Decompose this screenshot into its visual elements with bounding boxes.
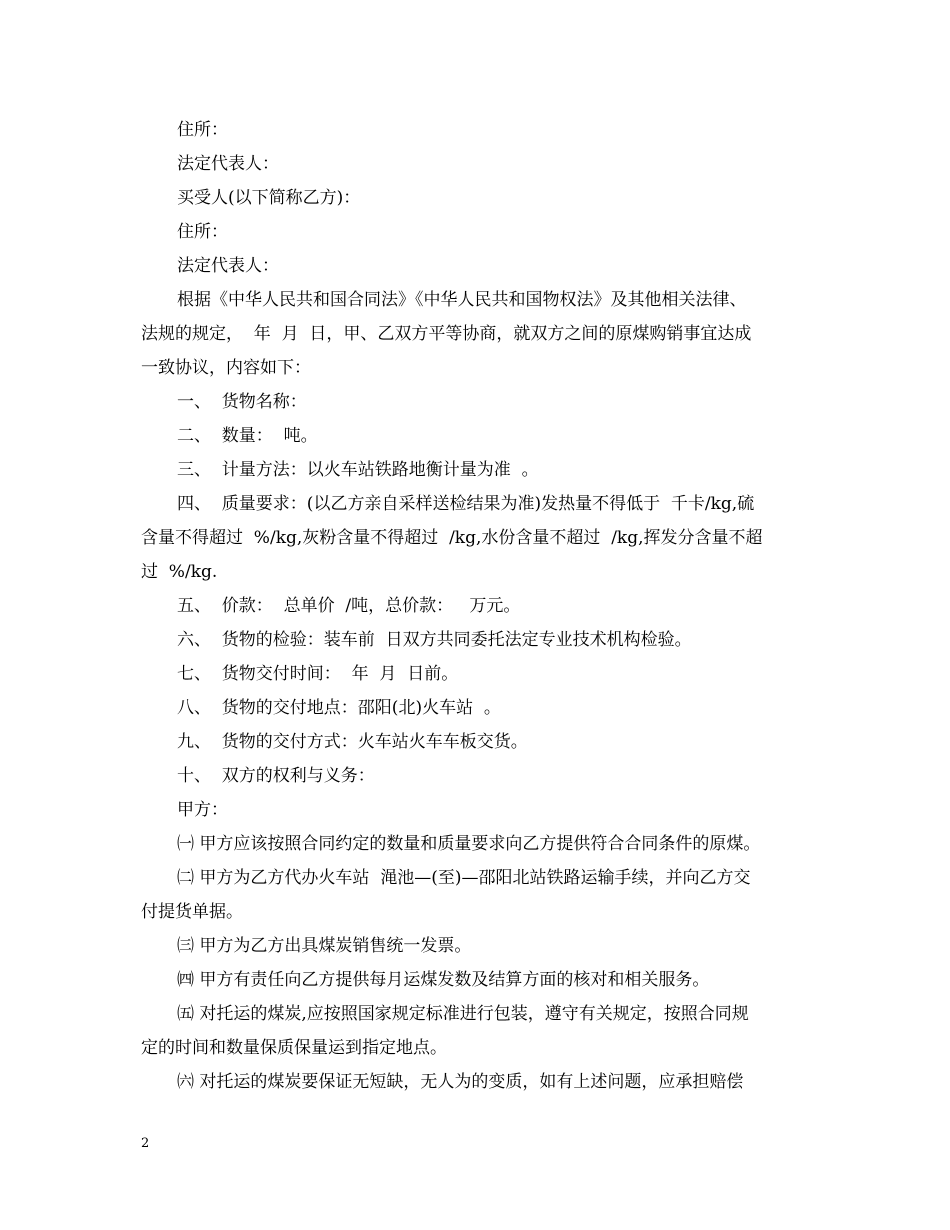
paragraph-line: ㈤ 对托运的煤炭,应按照国家规定标准进行包装，遵守有关规定，按照合同规 xyxy=(177,1004,749,1024)
paragraph-line: 法定代表人： xyxy=(177,256,279,276)
paragraph-line: 四、 质量要求：(以乙方亲自采样送检结果为准)发热量不得低于 千卡/kg,硫 xyxy=(177,494,755,514)
paragraph-line: ㈣ 甲方有责任向乙方提供每月运煤发数及结算方面的核对和相关服务。 xyxy=(177,970,710,990)
page-number: 2 xyxy=(141,1136,150,1151)
paragraph-line: 二、 数量： 吨。 xyxy=(177,426,318,446)
paragraph-line: 买受人(以下简称乙方)： xyxy=(177,188,361,208)
paragraph-line: 过 %/kg. xyxy=(141,562,218,582)
paragraph-line: 五、 价款： 总单价 /吨，总价款： 万元。 xyxy=(177,596,521,616)
paragraph-line: 九、 货物的交付方式：火车站火车车板交货。 xyxy=(177,732,528,752)
paragraph-line: ㈢ 甲方为乙方出具煤炭销售统一发票。 xyxy=(177,936,472,956)
contract-body xyxy=(141,113,813,1099)
paragraph-line: 三、 计量方法：以火车站铁路地衡计量为准 。 xyxy=(177,460,539,480)
paragraph-line: 八、 货物的交付地点：邵阳(北)火车站 。 xyxy=(177,698,501,718)
paragraph-line: 七、 货物交付时间： 年 月 日前。 xyxy=(177,664,459,684)
paragraph-line: 含量不得超过 %/kg,灰粉含量不得超过 /kg,水份含量不超过 /kg,挥发分含量不超 xyxy=(141,528,763,548)
paragraph-line: ㈥ 对托运的煤炭要保证无短缺，无人为的变质，如有上述问题，应承担赔偿 xyxy=(177,1072,744,1092)
paragraph-line: 付提货单据。 xyxy=(141,902,243,922)
paragraph-line: 甲方： xyxy=(177,800,228,820)
paragraph-line: 根据《中华人民共和国合同法》《中华人民共和国物权法》及其他相关法律、 xyxy=(177,290,747,310)
paragraph-line: 一、 货物名称： xyxy=(177,392,307,412)
paragraph-line: 一致协议，内容如下： xyxy=(141,358,311,378)
paragraph-line: ㈡ 甲方为乙方代办火车站 渑池—(至)—邵阳北站铁路运输手续，并向乙方交 xyxy=(177,868,751,888)
paragraph-line: ㈠ 甲方应该按照合同约定的数量和质量要求向乙方提供符合合同条件的原煤。 xyxy=(177,834,761,854)
paragraph-line: 六、 货物的检验：装车前 日双方共同委托法定专业技术机构检验。 xyxy=(177,630,692,650)
paragraph-line: 住所： xyxy=(177,222,228,242)
paragraph-line: 定的时间和数量保质保量运到指定地点。 xyxy=(141,1038,447,1058)
paragraph-line: 法定代表人： xyxy=(177,154,279,174)
paragraph-line: 住所： xyxy=(177,120,228,140)
paragraph-line: 法规的规定， 年 月 日，甲、乙双方平等协商，就双方之间的原煤购销事宜达成 xyxy=(141,324,752,344)
paragraph-line: 十、 双方的权利与义务： xyxy=(177,766,375,786)
